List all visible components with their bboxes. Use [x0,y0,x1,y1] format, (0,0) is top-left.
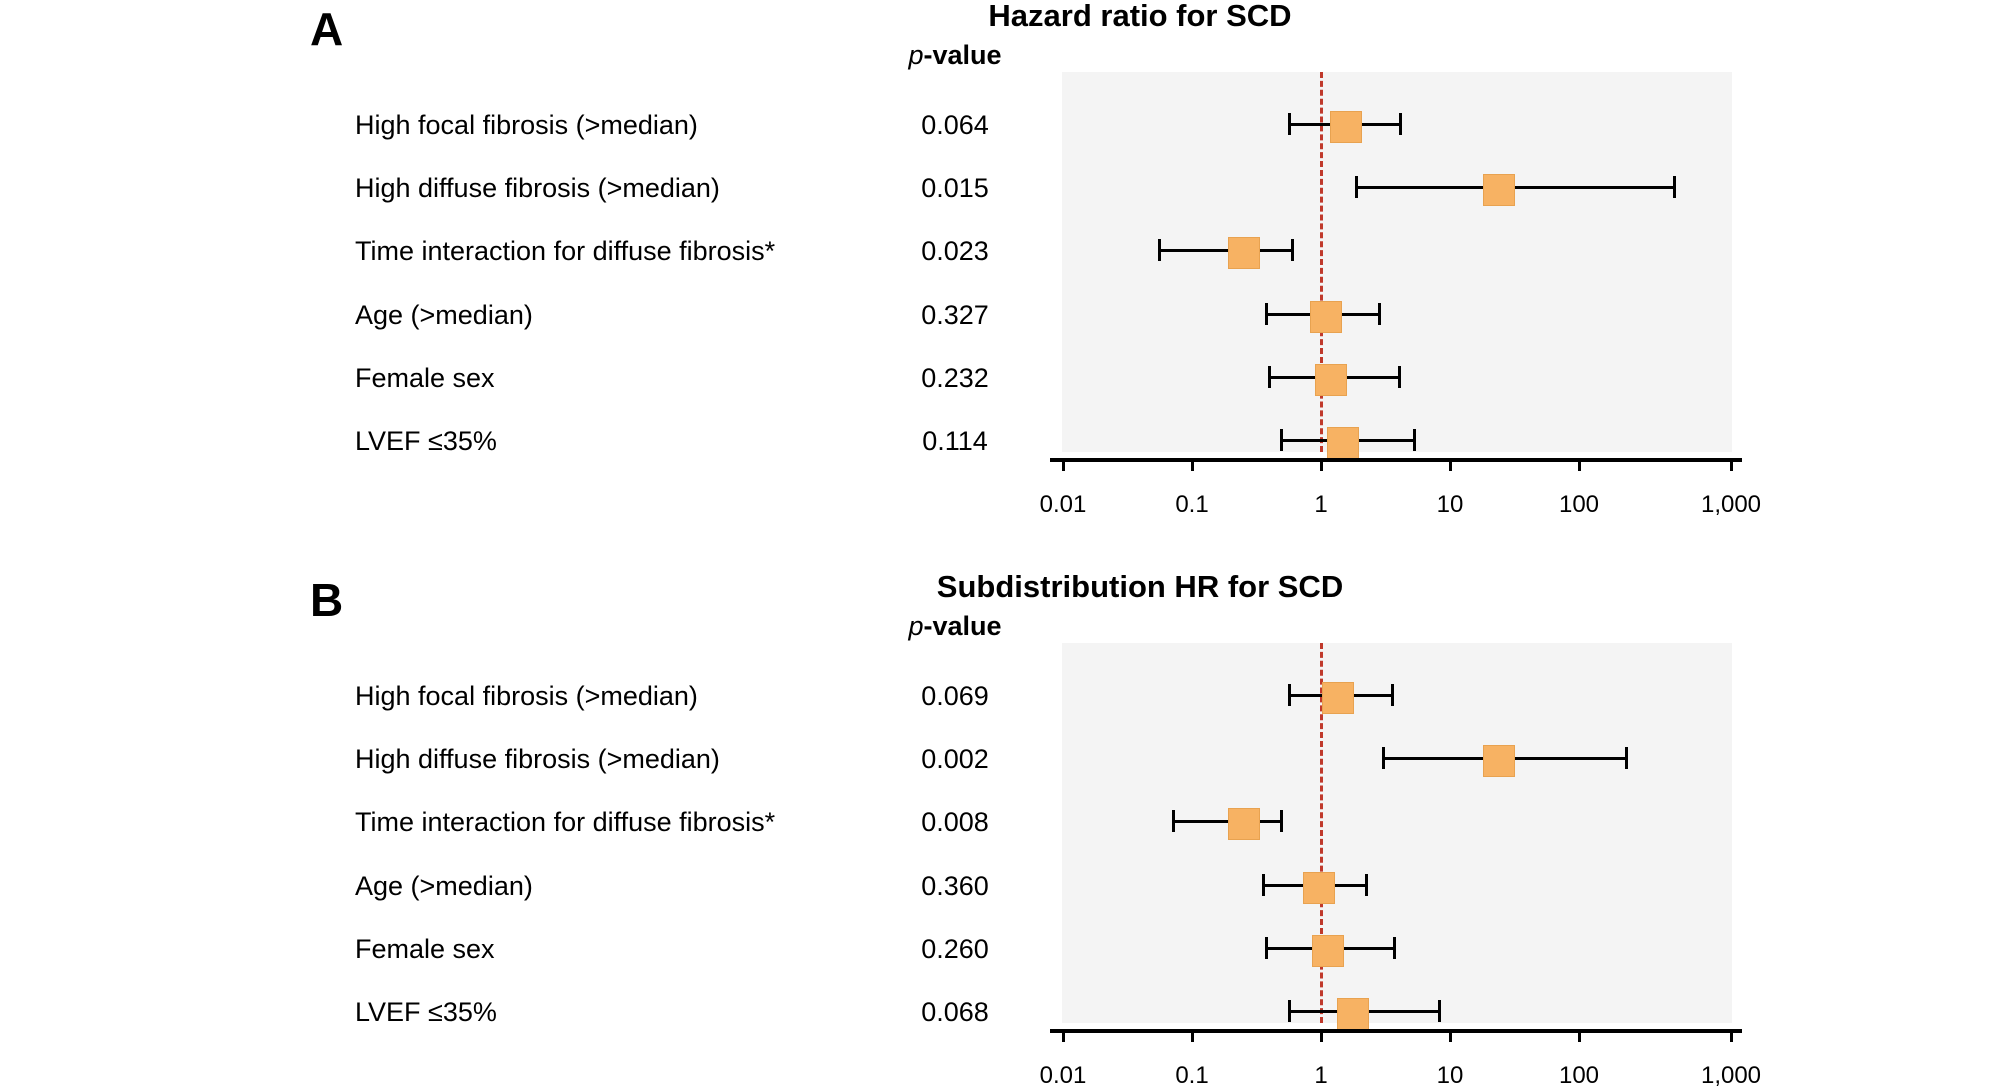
x-tick [1449,458,1452,471]
ci-cap-low [1280,429,1283,451]
ci-cap-low [1355,176,1358,198]
estimate-marker [1483,745,1515,777]
ci-cap-high [1378,303,1381,325]
pvalue-header-b: p-value [908,611,1002,641]
ci-cap-high [1413,429,1416,451]
row-label: High diffuse fibrosis (>median) [355,173,720,203]
panel-title-a: Hazard ratio for SCD [988,0,1292,33]
x-tick [1191,1029,1194,1042]
x-tick-label: 0.01 [1039,1062,1087,1089]
panel-title-b: Subdistribution HR for SCD [936,569,1344,604]
row-pvalue: 0.064 [921,110,989,140]
x-tick-label: 1,000 [1700,491,1762,518]
ci-cap-low [1265,937,1268,959]
row-label: Age (>median) [355,871,533,901]
x-tick-label: 100 [1558,491,1600,518]
row-pvalue: 0.015 [921,173,989,203]
ci-line [1158,249,1293,252]
ci-cap-low [1262,874,1265,896]
ci-cap-low [1288,1000,1291,1022]
x-tick [1730,458,1733,471]
row-pvalue: 0.069 [921,681,989,711]
ci-cap-low [1172,810,1175,832]
x-tick-label: 1 [1314,491,1328,518]
x-tick [1320,1029,1323,1042]
x-tick-label: 0.1 [1175,491,1209,518]
x-tick [1578,1029,1581,1042]
estimate-marker [1315,364,1347,396]
plot-area-a [1062,72,1732,452]
row-label: LVEF ≤35% [355,426,497,456]
ci-cap-low [1265,303,1268,325]
estimate-marker [1337,998,1369,1030]
row-pvalue: 0.008 [921,807,989,837]
ci-cap-low [1288,684,1291,706]
ci-cap-high [1438,1000,1441,1022]
row-label: Female sex [355,363,495,393]
x-tick [1320,458,1323,471]
row-label: Time interaction for diffuse fibrosis* [355,236,776,266]
x-tick-label: 0.1 [1175,1062,1209,1089]
x-tick-label: 0.01 [1039,491,1087,518]
estimate-marker [1483,174,1515,206]
row-label: High diffuse fibrosis (>median) [355,744,720,774]
row-label: High focal fibrosis (>median) [355,110,698,140]
row-pvalue: 0.068 [921,997,989,1027]
row-pvalue: 0.327 [921,300,989,330]
x-tick-label: 100 [1558,1062,1600,1089]
ci-cap-high [1291,239,1294,261]
x-tick [1191,458,1194,471]
pvalue-header-a: p-value [908,40,1002,70]
ci-cap-high [1399,113,1402,135]
row-label: Time interaction for diffuse fibrosis* [355,807,776,837]
ci-cap-high [1673,176,1676,198]
row-pvalue: 0.360 [921,871,989,901]
row-pvalue: 0.114 [922,426,988,456]
ci-line [1172,820,1282,823]
row-label: Age (>median) [355,300,533,330]
row-pvalue: 0.260 [921,934,989,964]
x-tick-label: 1 [1314,1062,1328,1089]
estimate-marker [1228,808,1260,840]
ci-line [1355,186,1675,189]
panel-letter-b: B [310,574,344,626]
estimate-marker [1330,111,1362,143]
estimate-marker [1327,427,1359,459]
ci-cap-high [1398,366,1401,388]
ci-cap-high [1625,747,1628,769]
ci-cap-low [1158,239,1161,261]
ci-cap-high [1391,684,1394,706]
x-tick-label: 1,000 [1700,1062,1762,1089]
plot-area-b [1062,643,1732,1023]
ci-cap-low [1382,747,1385,769]
x-axis-a [1050,458,1742,462]
x-tick-label: 10 [1436,1062,1464,1089]
x-tick [1578,458,1581,471]
row-label: Female sex [355,934,495,964]
row-pvalue: 0.232 [921,363,989,393]
ci-cap-low [1268,366,1271,388]
row-pvalue: 0.002 [921,744,989,774]
x-tick [1449,1029,1452,1042]
estimate-marker [1310,301,1342,333]
panel-b [0,543,2009,1089]
estimate-marker [1322,682,1354,714]
estimate-marker [1228,237,1260,269]
x-tick [1730,1029,1733,1042]
row-label: High focal fibrosis (>median) [355,681,698,711]
x-tick-label: 10 [1436,491,1464,518]
estimate-marker [1303,872,1335,904]
row-label: LVEF ≤35% [355,997,497,1027]
ci-cap-high [1365,874,1368,896]
ci-cap-low [1288,113,1291,135]
ci-cap-high [1280,810,1283,832]
ci-cap-high [1393,937,1396,959]
panel-letter-a: A [310,3,344,55]
row-pvalue: 0.023 [921,236,989,266]
panel-a [0,0,2009,543]
x-tick [1062,458,1065,471]
estimate-marker [1312,935,1344,967]
x-axis-b [1050,1029,1742,1033]
x-tick [1062,1029,1065,1042]
